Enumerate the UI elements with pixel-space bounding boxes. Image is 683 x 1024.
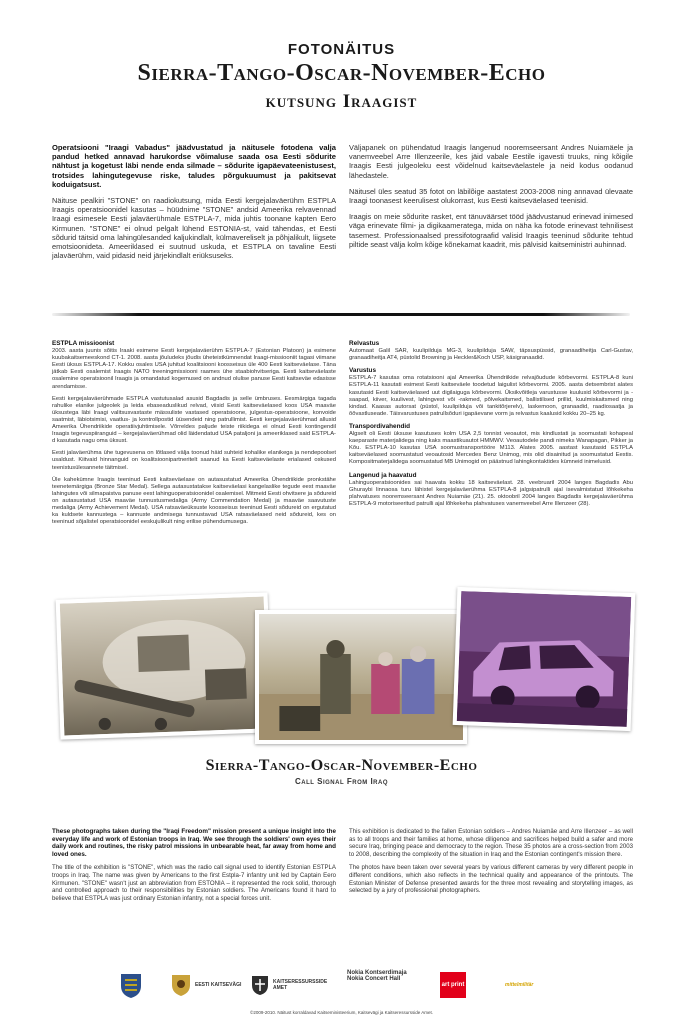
logo-label: EESTI KAITSEVÄGI <box>195 982 242 988</box>
transport-heading: Transpordivahendid <box>349 422 411 430</box>
logo-label: Nokia Kontserdimaja <box>347 970 407 976</box>
mission-heading: ESTPLA missioonist <box>52 340 115 347</box>
english-lead: These photographs taken during the "Iraqi Freedom" mission present a unique insight into the everyday life and work of Estonian troops in Iraq. We see through the soldiers' own eyes their daily work and routines, the risky patrol missions in unbearable heat, far away from home and loved ones. <box>52 828 336 858</box>
intro-paragraph: Näitusel üles seatud 35 fotot on läbilõige aastatest 2003-2008 ning annavad ülevaate Iraagi toonasest keerulisest olukorrast, kus Eesti kaitseväelased teenisid. <box>349 186 633 206</box>
english-subtitle: Call Signal From Iraq <box>294 777 389 786</box>
logo-label: KAITSERESSURSSIDE AMET <box>273 979 328 991</box>
gear-heading: Varustus <box>349 367 376 375</box>
photo-soldier-women <box>255 610 467 744</box>
section-divider <box>52 313 630 316</box>
mission-paragraph: Üle kahekümne Iraagis teeninud Eesti kaitseväelase on autasustatud Ameerika Ühendriikide pronkstähe teenetemärgiga (Bronze Star Medal). Sellega autasustatakse kaitseväelasi kangelaslike tegude eest maaväe lahingutes või silmapaistva panuse eest lahinguoperatsioonidel osalemisel. Mitmeid Eesti ohvitsere ja sõdureid on autasustatud USA maaväe tunnustusmedaliga (Army Commendation Medal) ja maaväe saavutuste medaliga (Army Achievement Medal). USA ratsaväeüksuste koosseisus teeninud Eesti sõdureid on ergutatud ka kuldsete kannustega – kannuste andmisega tunnustavad USA ratsaväelased neid sõdureid, kes on teeninud sõjalistel operatsioonidel eeskujulikult ning erilise pühendumusega. <box>52 476 336 526</box>
photo-car-image <box>457 591 631 727</box>
logo-label: mittelmilitär <box>505 982 534 988</box>
intro-right-column <box>349 143 633 256</box>
transport-paragraph: Algselt oli Eesti üksuse kasutuses kolm USA 2,5 tonnist veoautot, mis kindlustati ja soomustati kohapeal kaeparaste materjalidega ning kaks maastikuautot HMMWV. Veoautodele pandi nimeks Wanapagan, Pikker ja Kõu. ESTPLA-10 kasutas USA soomustransportööre M113. Alates 2005. aastast kasutasid ESTPLA kaitseväelased soomustatud veoautosid Mercedes Benz Unimog, mis olid disainitud ja soomustatud Eestis. Kompositmaterjalidega soomustatud MB Unimogid on päästnud lahingkontaktides kümneid inimelusid. <box>349 431 633 466</box>
logo-mittelmilitar <box>505 970 533 1000</box>
photo-convoy-dust <box>56 592 273 739</box>
english-paragraph: The photos have been taken over several years by various different cameras by very different people in different conditions, which also reflects in the technical quality and appearance of the printouts. The Estonian Minister of Defense presented awards for the three most revealing and storytelling images, as selected by a jury of professional photographers. <box>349 864 633 895</box>
crest-icon <box>118 971 144 999</box>
english-left-column <box>52 828 336 908</box>
english-right-column <box>349 828 633 901</box>
intro-left-column <box>52 143 336 267</box>
exhibition-kicker: FOTONÄITUS <box>287 41 396 58</box>
photo-soldier-image <box>259 614 463 740</box>
photo-burnt-car <box>453 587 636 731</box>
intro-paragraph: Näituse pealkiri "STONE" on raadiokutsung, mida Eesti kergejalaväerühm ESTPLA Iraagis operatsioonidel kasutas – hüüdnime "STONE" andsid Ameerika relvavennad Iraagi esimesele Eesti jalaväerühmale ESTPLA-7, mida juhtis toonane kapten Eero Kirmunen. "STONE" ei olnud pelgalt lühend ESTONIA-st, vaid tähendas, et Eesti sõdurid täitsid oma lahingülesanded kaljukindlalt, külmavereliselt ja põhjalikult, liigsete emotsioonideta. Ameeriklased ei suutnud uskuda, et ESTPLA on tavaline Eesti jalaväerühm, vaid pidasid neid järjekindlalt eriüksuseks. <box>52 196 336 261</box>
page-subtitle: kutsung Iraagist <box>265 91 418 112</box>
english-paragraph: The title of the exhibition is "STONE", which was the radio call signal used to identify Estonian ESTPLA troops in Iraq. The name was given by Americans to the first Estpla-7 infantry unit led by Captain Eero Kirmunen. "STONE" wasn't just an abbreviation from ESTONIA – it represented the rock solid, thorough and controlled approach to their responsibilities by Estonian soldiers. The Americans found it hard to believe that ESTPLA was just ordinary Estonian infantry, not a special forces unit. <box>52 864 336 902</box>
details-left-column <box>52 340 336 531</box>
fallen-paragraph: Lahinguoperatsioonides sai haavata kokku 18 kaitseväelast. 28. veebruaril 2004 langes Bagdadis Abu Ghuraybi linnaosa turu lähistel kergejalaväerühma ESTPLA-8 jalgsipatrulli ajal isevalmistatud lõhkekeha plahvatuses nooremseersant Andres Nuiamäe (21). 25. oktoobril 2004 langes Bagdadis kergejalaväerühma ESTPLA-9 motoriseeritud patrulli ajal lõhkekeha plahvatuses vanemveebel Arre Illenzeer (28). <box>349 479 633 507</box>
gear-paragraph: ESTPLA-7 kasutas oma rotatsiooni ajal Ameerika Ühendriikide relvajõudude kõrbevormi. ESTPLA-8 kuni ESTPLA-11 kasutati esimest Eesti kaitseväele toodetud laigulist kõrbevormi. 2005. aasta detsembrist alates kasutasid Eesti kaitseväelased uut digilaiguga kõrbevormi. Üksikvõitleja varustusse kuulusid kõrbevormi ja -saapad, kiiver, kuulivest, lahingvest või -rakmed, põlvekaitsmed, ballistilised prillid, kuulmiskaitsmed ning kindad. Kaasas autorsat (püstol, kuulipilduja või tankitõrjerelv), laskemoon, granaadid, raadiosaatja ja õõvastluseade. Täisvarustuses patrullsõduri igapäevane vorm ja relvastus kaalusid kokku 20–25 kg. <box>349 375 633 417</box>
logo-art-print <box>440 970 466 1000</box>
page-title: Sierra-Tango-Oscar-November-Echo <box>137 60 546 86</box>
logo-defence-forces <box>170 970 241 1000</box>
intro-paragraph: Väljapanek on pühendatud Iraagis langenud nooremseersant Andres Nuiamäele ja vanemveebel Arre Illenzeerile, kes jäid vabale Eestile igavesti truuks, ning kõigile Iraagis Eesti julgeoleku eest võidelnud kaitseväelastele ja neid kodus oodanud lähedastele. <box>349 143 633 180</box>
details-right-column <box>349 340 633 513</box>
logo-label: art print <box>440 972 466 998</box>
english-paragraph: This exhibition is dedicated to the fallen Estonian soldiers – Andres Nuiamäe and Arre Illenzeer – as well as to all troops and their families at home, whose diligence and sacrifices helped build a safer and more secure Iraq, bringing peace and democracy to the region. These 35 photos are a cross-section from 2003 to 2008, describing the complexity of the situation in Iraq and the Estonian contingent's mission there. <box>349 828 633 858</box>
mission-paragraph: Eesti kergejalaväerühmade ESTPLA vastutusalad asusid Bagdadis ja selle ümbruses. Eesmärgiga tagada rahulike elanike julgeolek ja leida ebaseaduslikud relvad, viisid Eesti kaitseväelased koos USA maaväe üksustega läbi Iraagi valitsusvastaste mässuliste vastased operatsioone, julgestus-operatsioone, konvoide saatmist, läbiotsimisi, vaatlus- ja kontrollpostid üüsendeid ning patrullimist. Eesti kergejalaväerühmad allusid Ameerika Ühendriikide operatiivjuhtimisele. Võrreldes paljude teiste riikidega ei olnud Eesti kontingendil Iraagis tegevuspiiranguid – kergejalaväerühmad olid läidendatud USA pataljoni ja ameeriklased said ESTPLA-d kasutada nagu oma üksust. <box>52 395 336 445</box>
weapons-paragraph: Automaat Galil SAR, kuulipilduja MG-3, kuulipilduja SAW, täpsuspüssid, granaadiheitja Carl-Gustav, granaadiheitja AT4, püstolid Browning ja Heckler&Koch USP, käsigranaadid. <box>349 348 633 362</box>
mission-paragraph: 2003. aasta juunis sõitis Iraaki esimene Eesti kergejalaväerühm ESTPLA-7 (Estonian Platoon) ja esimene kuubakaitsemeeskond CT-1. 2008. aasta jõuludeks jõudis üheteistkümnendat Iraagi-missiooniit tagasi viimane Eesti üksus ESTPLA-17. Kokku osales USA juhitud koalitsiooni koosseisus üle 400 Eesti kaitseväelase. Täna jätkab Eesti osalemist Iraagis NATO treeningmissiooni raames ühe staabiohvitseriga. Eesti kaitseväelaste osalemine operatsioonil Iraagis ja omandatud kogemused on andnud olulise panuse Eesti kaitseväe edasisse arendamisse. <box>52 348 336 390</box>
logo-resources-agency <box>250 970 328 1000</box>
intro-paragraph: Iraagis on meie sõdurite rasket, ent tänuväärset tööd jäädvustanud erinevad inimesed väga erinevate filmi- ja digikaameratega, mida on näha ka fotode erinevast tehnilisest tasemest. Professionaalsed pressifotograafid valisid Iraagis teeninud sõdurite tehtud piltide seast välja kolm kõige kõnekamat kaadrit, mis pälvisid kaitseministri auhinnad. <box>349 212 633 249</box>
logo-nokia-concert-hall <box>347 970 407 1000</box>
fallen-heading: Langenud ja haavatud <box>349 471 417 479</box>
shield-icon <box>170 973 192 997</box>
mission-paragraph: Eesti jalaväerühma ühe tugevusena on lõtlased välja toonud häid suhteid kohalike elanikega ja nendepoolset usaldust. Kiitvaid hinnanguid on koalitsioonipartneritelt saanud ka Eesti kaitseväelaste erialased oskused teenistusülesannete täitmisel. <box>52 450 336 471</box>
logo-ministry-defence <box>118 970 144 1000</box>
english-title: Sierra-Tango-Oscar-November-Echo <box>205 757 478 774</box>
weapons-heading: Relvastus <box>349 340 380 347</box>
intro-lead: Operatsiooni "Iraagi Vabadus" jäädvustatud ja näitusele fotodena valja pandud hetked annavad harukordse võimaluse saada osa Eesti sõdurite nähtust ja kogetust läbi nende enda silmade – sõdurite igapäevateenistusest, trotsides lahingutegevuse riske, taludes põrgukuumust ja pakitsevat koduigatsust. <box>52 143 336 189</box>
footer-copyright: ©2009-2010. Näitust korraldavad Kaitseministeerium, Kaitsevägi ja Kaitseressursside Amet. <box>250 1010 433 1015</box>
logo-label: Nokia Concert Hall <box>347 976 401 982</box>
photo-convoy-image <box>60 596 268 735</box>
emblem-icon <box>250 974 270 996</box>
